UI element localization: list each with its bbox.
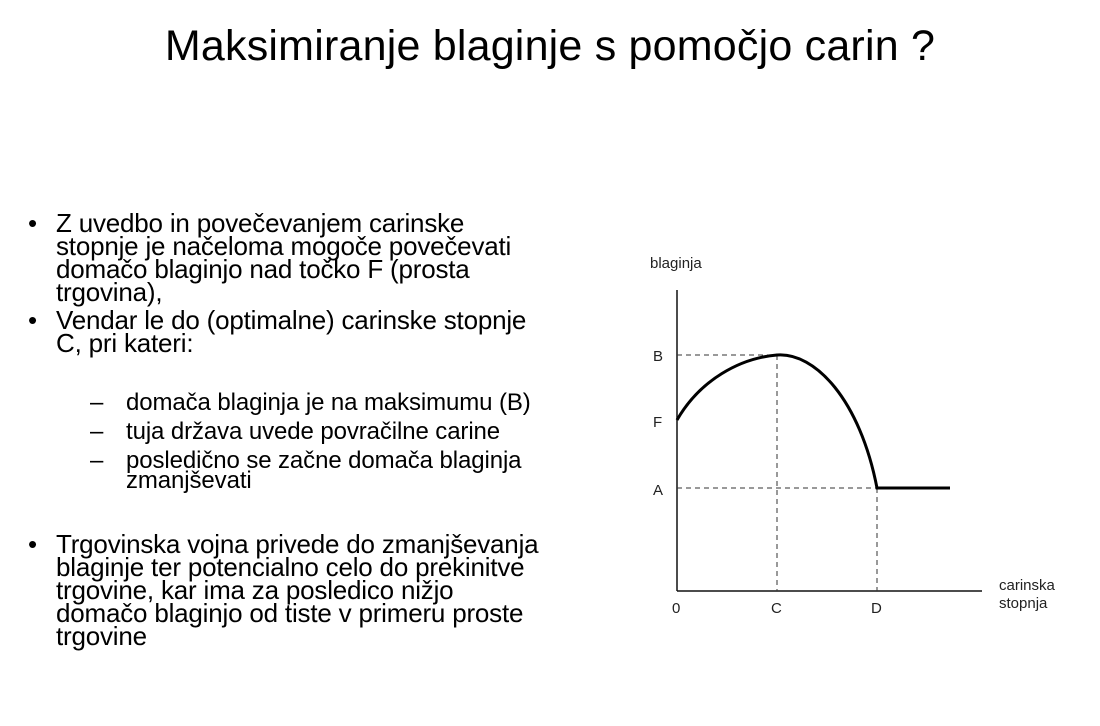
bullet-line: trgovine — [56, 621, 147, 651]
welfare-tariff-diagram — [640, 240, 1080, 630]
sub-dash: – — [90, 389, 104, 416]
sub-line: posledično se začne domača blaginja — [126, 447, 522, 474]
bullet-line: C, pri kateri: — [56, 328, 194, 358]
x-axis-label: carinska — [999, 577, 1055, 594]
bullet-line: Vendar le do (optimalne) carinske stopnje — [56, 305, 527, 335]
sub-item — [28, 447, 628, 494]
y-tick-label: B — [653, 348, 664, 365]
slide-title: Maksimiranje blaginje s pomočjo carin ? — [164, 22, 936, 70]
x-axis-label: stopnja — [999, 595, 1048, 612]
y-tick-label: F — [653, 414, 663, 431]
bullet-line: domačo blaginjo od tiste v primeru proste — [56, 598, 524, 628]
bullet-line: domačo blaginjo nad točko F (prosta — [56, 254, 470, 284]
x-tick-label: D — [871, 600, 882, 617]
sub-dash: – — [90, 418, 104, 445]
bullet-line: Trgovinska vojna privede do zmanjševanja — [56, 529, 539, 559]
sub-dash: – — [90, 447, 104, 474]
bullet-item — [28, 529, 628, 651]
welfare-curve — [677, 355, 950, 488]
y-tick-label: A — [653, 482, 664, 499]
sub-item — [28, 418, 628, 445]
y-axis-label: blaginja — [650, 255, 702, 272]
bullet-dot: • — [28, 208, 37, 238]
bullet-line: stopnje je načeloma mogoče povečevati — [56, 231, 512, 261]
sub-line: domača blaginja je na maksimumu (B) — [126, 389, 531, 416]
bullet-line: trgovina), — [56, 277, 163, 307]
sub-list — [28, 389, 628, 494]
bullet-list — [28, 208, 628, 651]
sub-line: tuja država uvede povračilne carine — [126, 418, 501, 445]
bullet-line: blaginje ter potencialno celo do prekinitve — [56, 552, 525, 582]
bullet-dot: • — [28, 305, 37, 335]
bullet-dot: • — [28, 529, 37, 559]
bullet-line: Z uvedbo in povečevanjem carinske — [56, 208, 465, 238]
sub-line: zmanjševati — [126, 467, 252, 494]
bullet-item — [28, 305, 628, 358]
bullet-line: trgovine, kar ima za posledico nižjo — [56, 575, 454, 605]
bullet-item — [28, 208, 628, 307]
sub-item — [28, 389, 628, 416]
x-tick-label: C — [771, 600, 782, 617]
x-tick-label: 0 — [672, 600, 681, 617]
